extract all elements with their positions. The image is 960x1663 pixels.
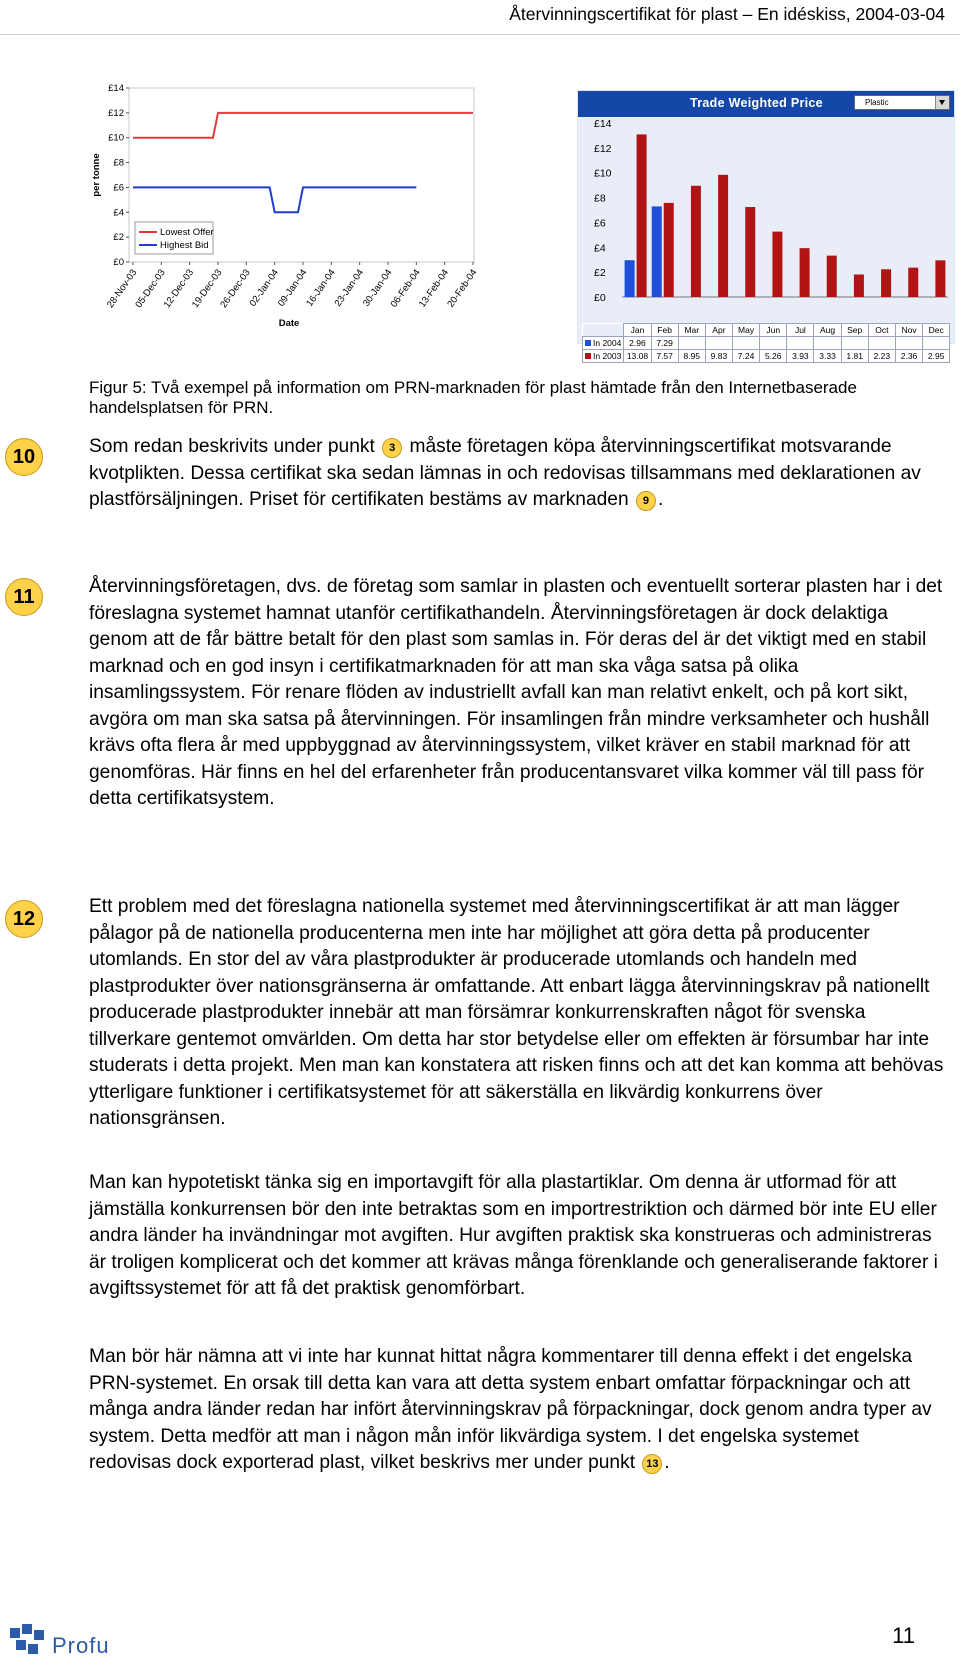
table-cell: 7.24 [733, 350, 760, 363]
legend-label: In 2004 [593, 338, 622, 348]
section-12-paragraph-1: Ett problem med det föreslagna nationella systemet med återvinningscertifikat är att man lägger pålagor på de nationella producenterna men inte har möjlighet att göra detta på producenter utomlands. En stor del av våra plastprodukter är producerade utomlands och handeln med plastprodukter över nationsgränserna är omfattande. Att enbart lägga återvinningskrav på nationellt producerade plastprodukter innebär att man försämrar konkurrenskraften något för svenska tillverkare gentemot omvärlden. Om detta har stor betydelse eller om effekten är försumbar har inte studerats i detta projekt. Men man kan konstatera att risken finns och att det kan komma att behövas ytterligare funktioner i certifikatsystemet för att säkerställa en likvärdig konkurrens över nationsgränsen. [89, 896, 944, 1129]
x-tick-label: 26-Dec-03 [218, 267, 253, 311]
bar [718, 175, 728, 297]
header-divider [0, 34, 960, 35]
bar [652, 206, 662, 297]
logo-text: Profu [52, 1633, 110, 1658]
section-12-paragraph-3 [89, 1344, 945, 1477]
section-10-text-mid: måste företagen köpa återvinningscertifikat motsvarande kvotplikten. Dessa certifikat ska sedan lämnas in och redovisas tillsammans med deklarationen av plastförsäljningen. Priset för certifikaten bestäms av marknaden [89, 436, 921, 510]
x-tick-label: 28-Nov-03 [105, 267, 140, 311]
y-tick-label: £14 [108, 83, 124, 94]
table-header-cell: Mar [678, 324, 705, 337]
table-header-cell: Apr [705, 324, 732, 337]
bar [691, 186, 701, 297]
legend-label: Highest Bid [160, 240, 209, 251]
legend-label: In 2003 [593, 351, 622, 361]
chart-data-table [582, 323, 950, 363]
legend-swatch [585, 353, 591, 359]
section-number-badge: 10 [5, 438, 43, 476]
x-tick-label: 02-Jan-04 [247, 267, 282, 309]
bar [908, 268, 918, 297]
section-10-text-start: Som redan beskrivits under punkt [89, 436, 375, 457]
y-tick-label: £4 [113, 207, 124, 219]
table-cell [733, 337, 760, 350]
y-tick-label: £10 [594, 167, 612, 180]
profu-logo [8, 1622, 108, 1658]
x-tick-label: 06-Feb-04 [388, 267, 423, 310]
page-number: 11 [892, 1623, 915, 1648]
chart-title: Trade Weighted Price [690, 96, 823, 110]
y-tick-label: £6 [113, 182, 124, 194]
page-header: Återvinningscertifikat för plast – En idéskiss, 2004-03-04 [509, 4, 945, 24]
table-header-cell: Jan [624, 324, 651, 337]
section-10-text-end: . [657, 489, 664, 510]
bar [745, 207, 755, 297]
bar [881, 269, 891, 297]
y-tick-label: £2 [113, 232, 124, 244]
bar [637, 134, 647, 297]
trade-weighted-price-chart [577, 90, 955, 361]
y-tick-label: £14 [594, 118, 612, 130]
reference-badge[interactable]: 9 [636, 491, 656, 511]
table-cell [895, 337, 922, 350]
table-cell: 13.08 [624, 350, 651, 363]
bar [854, 275, 864, 297]
logo-mark-icon [8, 1622, 48, 1658]
y-tick-label: £2 [594, 267, 606, 280]
section-number-badge: 11 [5, 578, 43, 616]
chart-title-bar [578, 91, 954, 117]
line-chart-svg [89, 80, 509, 348]
table-cell [787, 337, 814, 350]
table-row [583, 350, 950, 363]
table-cell [705, 337, 732, 350]
table-cell: 2.96 [624, 337, 651, 350]
table-cell: 2.23 [868, 350, 895, 363]
table-header-cell: Jul [787, 324, 814, 337]
bar [935, 260, 945, 297]
table-cell [923, 337, 950, 350]
y-tick-label: £8 [594, 192, 606, 205]
table-corner-cell [583, 324, 624, 337]
y-tick-label: £12 [594, 142, 612, 155]
bar [625, 260, 635, 297]
x-axis-label: Date [278, 318, 300, 329]
chevron-down-icon[interactable] [935, 96, 949, 109]
table-cell: 8.95 [678, 350, 705, 363]
table-row-label [583, 337, 624, 350]
figure-caption: Figur 5: Två exempel på information om PRN-marknaden för plast hämtade från den Internetbaserade handelsplatsen för PRN. [89, 378, 857, 417]
table-cell [868, 337, 895, 350]
table-cell [814, 337, 841, 350]
table-header-cell: Dec [923, 324, 950, 337]
x-tick-label: 05-Dec-03 [133, 267, 168, 311]
section-12-text-end: . [664, 1452, 670, 1473]
y-tick-label: £0 [594, 292, 606, 304]
table-header-row [583, 324, 950, 337]
table-header-cell: Oct [868, 324, 895, 337]
y-axis-label: per tonne [91, 153, 102, 197]
table-cell: 9.83 [705, 350, 732, 363]
y-tick-label: £0 [113, 257, 124, 268]
legend-label: Lowest Offer [160, 227, 214, 238]
y-tick-label: £8 [113, 157, 124, 169]
section-12-text-start: Man bör här nämna att vi inte har kunnat hittat några kommentarer till denna effekt i det engelska PRN-systemet. En orsak till detta kan vara att detta system enbart omfattar förpackningar och att många andra länder redan har infört återvinningskrav på förpackningar, dock genom andra typer av system. Detta medför att man i någon mån inför likvärdiga system. I det engelska systemet redovisas dock exporterad plast, vilket beskrivs mer under punkt [89, 1346, 932, 1473]
table-cell [760, 337, 787, 350]
y-tick-label: £6 [594, 217, 606, 230]
chart-plot-area [578, 117, 954, 361]
bar-chart-svg [578, 117, 954, 323]
y-tick-label: £10 [108, 132, 124, 144]
material-select-value: Plastic [865, 98, 889, 107]
y-tick-label: £4 [594, 242, 606, 255]
x-tick-label: 09-Jan-04 [275, 267, 310, 309]
section-10-paragraph [89, 434, 945, 514]
table-header-cell: Jun [760, 324, 787, 337]
table-cell: 7.57 [651, 350, 678, 363]
table-row [583, 337, 950, 350]
table-header-cell: Aug [814, 324, 841, 337]
reference-badge[interactable]: 3 [382, 438, 402, 458]
table-cell: 3.33 [814, 350, 841, 363]
x-tick-label: 12-Dec-03 [161, 267, 197, 311]
table-cell: 5.26 [760, 350, 787, 363]
table-cell [841, 337, 868, 350]
table-header-cell: Feb [651, 324, 678, 337]
x-tick-label: 19-Dec-03 [190, 267, 225, 311]
offer-bid-line-chart [89, 80, 509, 348]
table-cell: 1.81 [841, 350, 868, 363]
section-12-paragraph-2: Man kan hypotetiskt tänka sig en importavgift för alla plastartiklar. Om denna är utformad för att jämställa konkurrensen bör den inte betraktas som en importrestriktion och därmed bör inte EU eller andra länder ha invändningar mot avgiften. Hur avgiften praktisk ska konstrueras och administreras är troligen komplicerat och det kommer att krävas många förenklande och generaliserande faktorer i avgiftssystemet för att få det praktisk genomförbart. [89, 1172, 938, 1299]
table-cell: 2.36 [895, 350, 922, 363]
section-number-badge: 12 [5, 900, 43, 938]
y-tick-label: £12 [108, 107, 124, 119]
x-tick-label: 30-Jan-04 [360, 267, 395, 309]
table-cell [678, 337, 705, 350]
material-select[interactable] [854, 95, 950, 110]
x-tick-label: 20-Feb-04 [445, 267, 480, 310]
x-tick-label: 23-Jan-04 [332, 267, 367, 309]
table-header-cell: Sep [841, 324, 868, 337]
bar [827, 256, 837, 297]
table-header-cell: May [733, 324, 760, 337]
table-cell: 3.93 [787, 350, 814, 363]
table-cell: 7.29 [651, 337, 678, 350]
section-11-paragraph: Återvinningsföretagen, dvs. de företag som samlar in plasten och eventuellt sorterar plasten har i det föreslagna systemet hamnat utanför certifikathandeln. Återvinningsföretagen är dock delaktiga genom att de får bättre betalt för den plast som samlas in. För deras del är det viktigt med en stabil marknad och en god insyn i certifikatmarknaden för att man ska våga satsa på olika insamlingssystem. För renare flöden av industriellt avfall kan man relativt enkelt, och på kort sikt, avgöra om man ska satsa på återvinningen. För insamlingen från mindre verksamheter och hushåll krävs ofta flera år med uppbyggnad av återvinningssystem, vilket kräver en stabil marknad för att genomföras. Här finns en hel del erfarenheter från producentansvaret vilka kommer väl till pass för detta certifikatsystem. [89, 576, 943, 809]
table-header-cell: Nov [895, 324, 922, 337]
legend-swatch [585, 340, 591, 346]
table-row-label [583, 350, 624, 363]
bar [800, 248, 810, 297]
bar [664, 203, 674, 297]
x-tick-label: 13-Feb-04 [416, 267, 452, 310]
table-cell: 2.95 [923, 350, 950, 363]
x-tick-label: 16-Jan-04 [304, 267, 338, 309]
bar [772, 232, 782, 297]
reference-badge[interactable]: 13 [642, 1454, 662, 1474]
